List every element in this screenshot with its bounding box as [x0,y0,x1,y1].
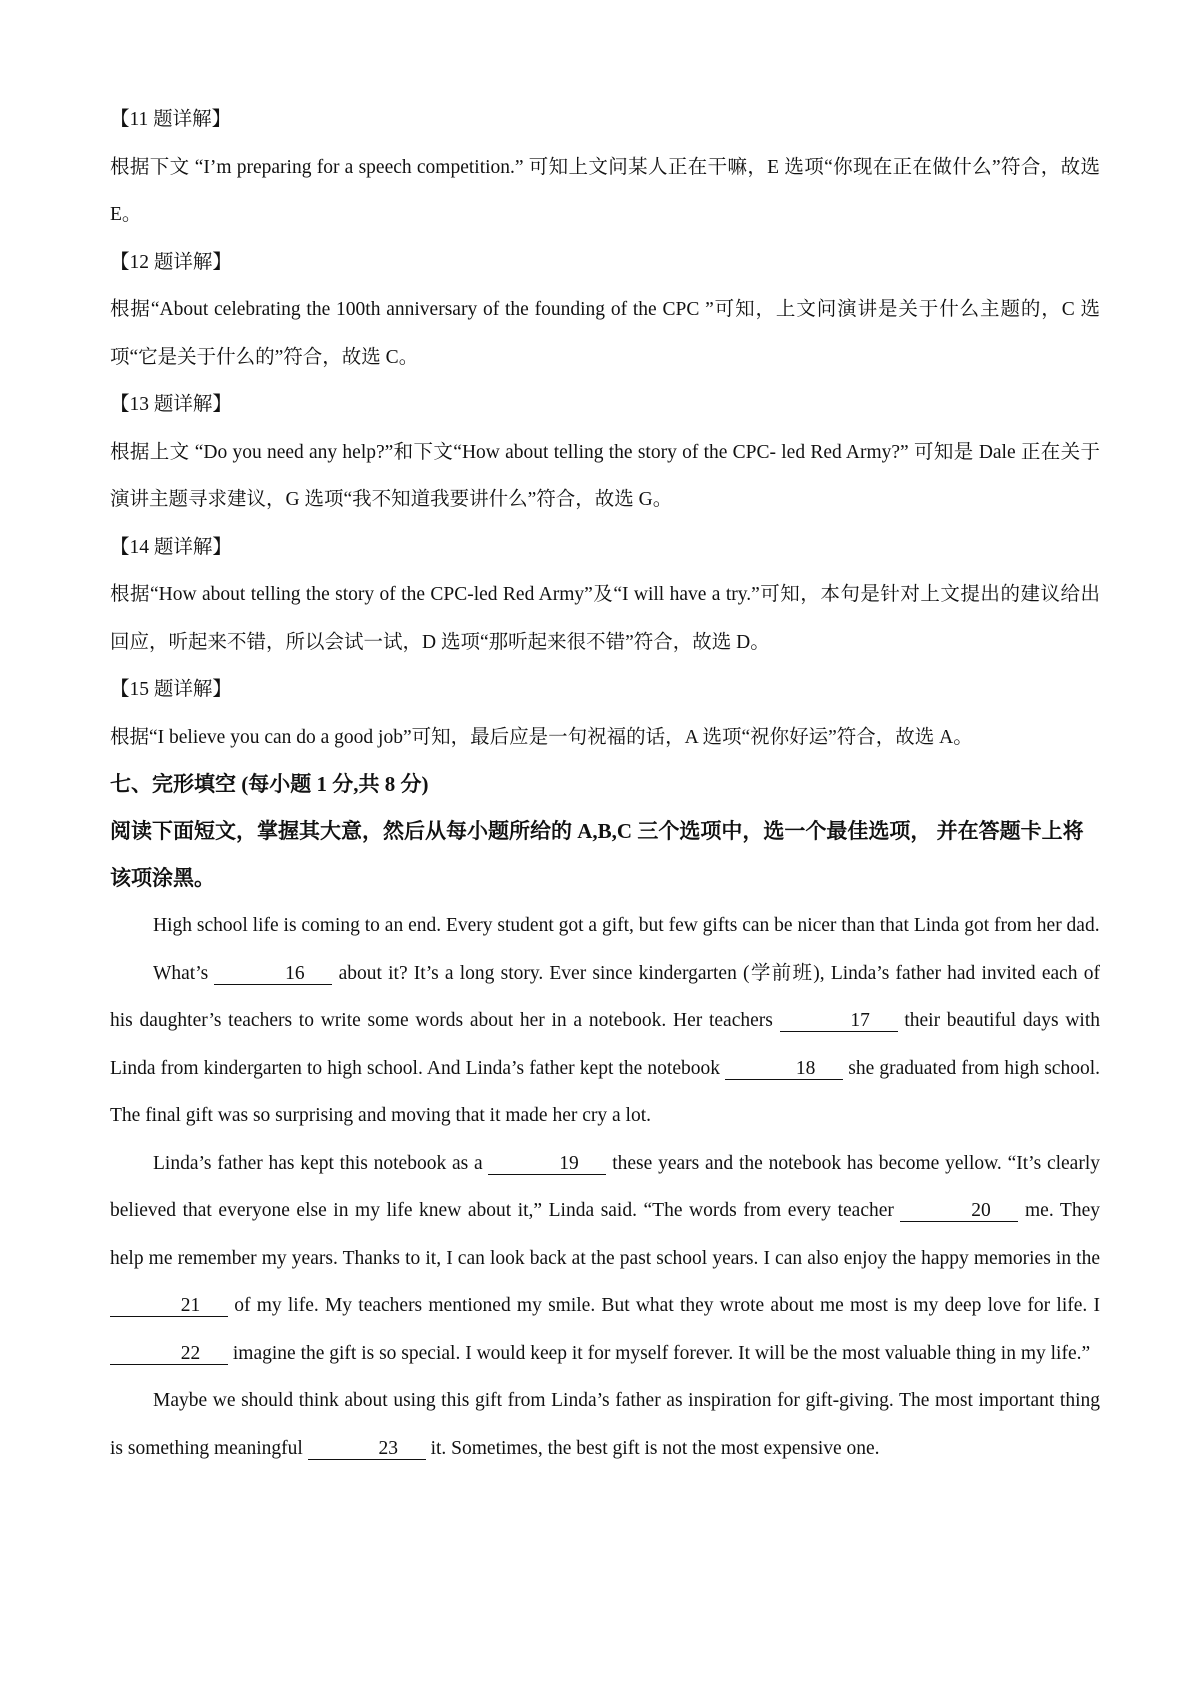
explanation-heading-13: 【13 题详解】 [110,394,232,415]
blank-16 [214,964,332,985]
explanation-text-13: 根据上文 “Do you need any help?”和下文“How about telling the story of the CPC- led Red Army?” 可知是 Dale 正在关于演讲主题寻求建议，G 选项“我不知道我要讲什么”符合，故选 G。 [110,441,1100,510]
explanation-text-12: 根据“About celebrating the 100th anniversary of the founding of the CPC ”可知，上文问演讲是关于什么主题的，C 选项“它是关于什么的”符合，故选 C。 [110,299,1100,368]
explanation-text-14: 根据“How about telling the story of the CPC-led Red Army”及“I will have a try.”可知，本句是针对上文提出的建议给出回应，听起来不错，所以会试一试，D 选项“那听起来很不错”符合，故选 D。 [110,584,1100,653]
blank-number: 23 [378,1437,398,1459]
passage-paragraph-1: High school life is coming to an end. Every student got a gift, but few gifts can be nicer than that Linda got from her dad. [153,915,1100,936]
passage-text: me. They help me remember my years. Thanks to it, I can look back at the past school years. I can also enjoy the happy memories in the [110,1200,1100,1269]
explanation-heading-14: 【14 题详解】 [110,536,232,558]
blank-number: 22 [180,1342,201,1364]
blank-23 [308,1439,426,1460]
passage-text: Maybe we should think about using this gift from Linda’s father as inspiration for gift-giving. The most important thing is something meaningful [110,1390,1100,1459]
section-title: 七、完形填空 (每小题 1 分,共 8 分) [110,772,429,796]
passage-text: of my life. My teachers mentioned my smile. But what they wrote about me most is my deep love for life. I [228,1295,1100,1316]
blank-19 [488,1154,606,1175]
explanation-heading-12: 【12 题详解】 [110,251,232,273]
blank-number: 16 [285,962,305,984]
passage-text: she graduated from high school. The final gift was so surprising and moving that it made her cry a lot. [110,1057,1100,1126]
passage-text: Linda’s father has kept this notebook as a [153,1152,489,1174]
passage-text: What’s [153,962,215,984]
explanation-heading-15: 【15 题详解】 [110,679,232,700]
blank-number: 20 [971,1200,991,1221]
passage-text: about it? It’s a long story. Ever since kindergarten (学前班), Linda’s father had invited each of his daughter’s teachers to write some words about her in a notebook. Her teachers [110,962,1100,1031]
blank-number: 17 [850,1010,870,1031]
section-instruction: 阅读下面短文，掌握其大意，然后从每小题所给的 A,B,C 三个选项中，选一个最佳选项， 并在答题卡上将该项涂黑。 [110,819,1084,890]
blank-21 [110,1296,228,1317]
explanation-text-15: 根据“I believe you can do a good job”可知，最后应是一句祝福的话，A 选项“祝你好运”符合，故选 A。 [110,726,973,748]
passage-paragraph-4 [110,1377,1100,1472]
passage-text: these years and the notebook has become yellow. “It’s clearly believed that everyone else in my life knew about it,” Linda said. “The words from every teacher [110,1152,1100,1221]
blank-20 [900,1201,1018,1222]
blank-17 [780,1011,898,1032]
blank-number: 21 [180,1295,201,1316]
passage-paragraph-2 [110,950,1100,1140]
passage-paragraph-3 [110,1140,1100,1378]
passage-text: their beautiful days with Linda from kindergarten to high school. And Linda’s father kept the notebook [110,1010,1101,1079]
blank-18 [725,1059,843,1080]
document-page [110,96,1100,1472]
passage-text: imagine the gift is so special. I would keep it for myself forever. It will be the most valuable thing in my life.” [228,1342,1091,1364]
passage-text: it. Sometimes, the best gift is not the most expensive one. [425,1437,880,1459]
blank-number: 18 [795,1057,816,1079]
blank-number: 19 [559,1152,579,1174]
explanation-text-11: 根据下文 “I’m preparing for a speech competition.” 可知上文问某人正在干嘛，E 选项“你现在正在做什么”符合，故选 E。 [110,156,1100,225]
blank-22 [110,1344,228,1365]
explanation-heading-11: 【11 题详解】 [110,109,232,130]
